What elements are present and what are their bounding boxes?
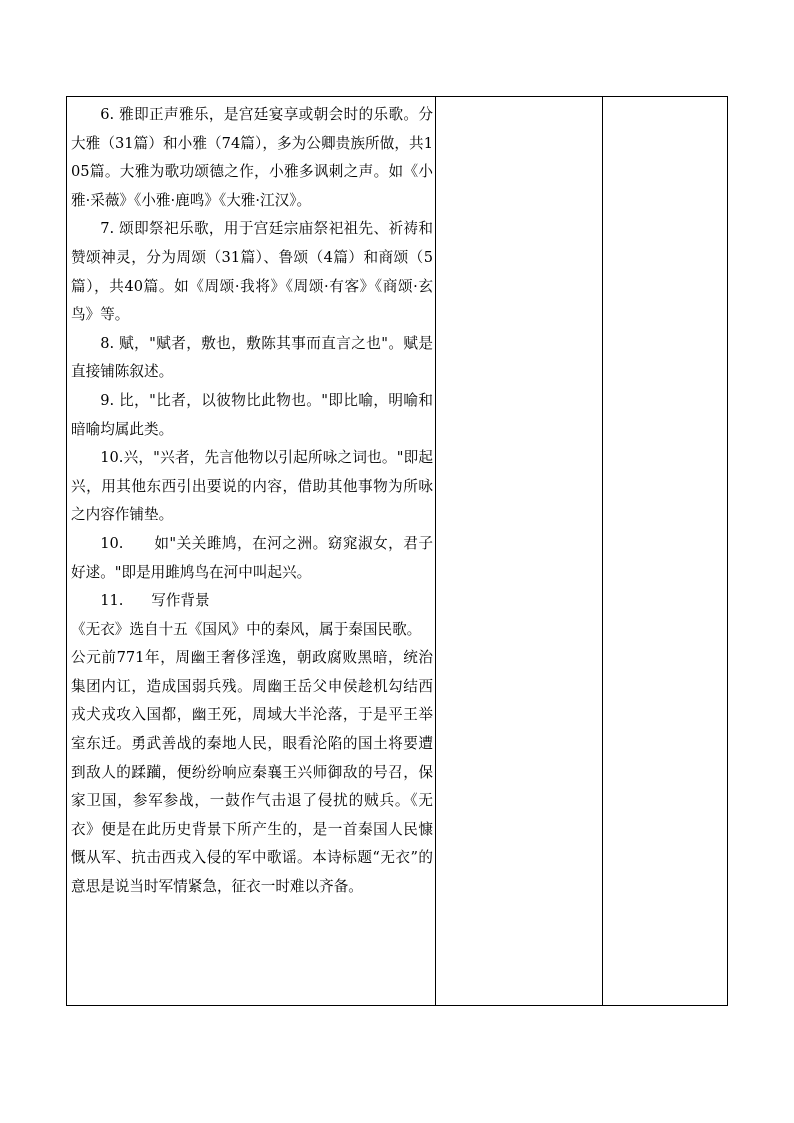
paragraph-wuyi-source: 《无衣》选自十五《国风》中的秦风，属于秦国民歌。 bbox=[71, 620, 422, 638]
empty-cell-middle bbox=[436, 97, 603, 1005]
paragraph-bi: 9. 比，"比者，以彼物比此物也。"即比喻，明喻和暗喻均属此类。 bbox=[71, 391, 433, 438]
paragraph-ya: 6. 雅即正声雅乐，是宫廷宴享或朝会时的乐歌。分大雅（31篇）和小雅（74篇），多为公卿贵族所做，共105篇。大雅为歌功颂德之作，小雅多讽刺之声。如《小雅·采薇》《小雅·鹿鸣》《大雅·江汉》。 bbox=[71, 106, 433, 209]
paragraph-history: 公元前771年，周幽王奢侈淫逸，朝政腐败黑暗，统治集团内讧，造成国弱兵残。周幽王岳父申侯趁机勾结西戎犬戎攻入国都，幽王死，周域大半沦落，于是平王举室东迁。勇武善战的秦地人民，眼看沦陷的国土将要遭到敌人的蹂躏，便纷纷响应秦襄王兴师御敌的号召，保家卫国，参军参战，一鼓作气击退了侵扰的贼兵。《无衣》便是在此历史背景下所产生的，是一首秦国人民慷慨从军、抗击西戎入侵的军中歌谣。本诗标题“无衣”的意思是说当时军情紧急，征衣一时难以齐备。 bbox=[71, 649, 433, 896]
empty-cell-right bbox=[603, 97, 727, 1005]
paragraph-fu: 8. 赋，"赋者，敷也，敷陈其事而直言之也"。赋是直接铺陈叙述。 bbox=[71, 334, 433, 381]
paragraph-xing-example: 10. 如"关关雎鸠，在河之洲。窈窕淑女，君子好逑。"即是用雎鸠鸟在河中叫起兴。 bbox=[71, 534, 433, 581]
content-table bbox=[66, 96, 728, 1006]
paragraph-background-heading: 11. 写作背景 bbox=[100, 592, 210, 610]
main-text-cell bbox=[67, 97, 436, 1005]
paragraph-song: 7. 颂即祭祀乐歌，用于宫廷宗庙祭祀祖先、祈祷和赞颂神灵，分为周颂（31篇）、鲁颂（4篇）和商颂（5篇），共40篇。如《周颂·我将》《周颂·有客》《商颂·玄鸟》等。 bbox=[71, 220, 433, 324]
paragraph-xing: 10.兴，"兴者，先言他物以引起所咏之词也。"即起兴，用其他东西引出要说的内容，借助其他事物为所咏之内容作铺垫。 bbox=[71, 449, 433, 524]
